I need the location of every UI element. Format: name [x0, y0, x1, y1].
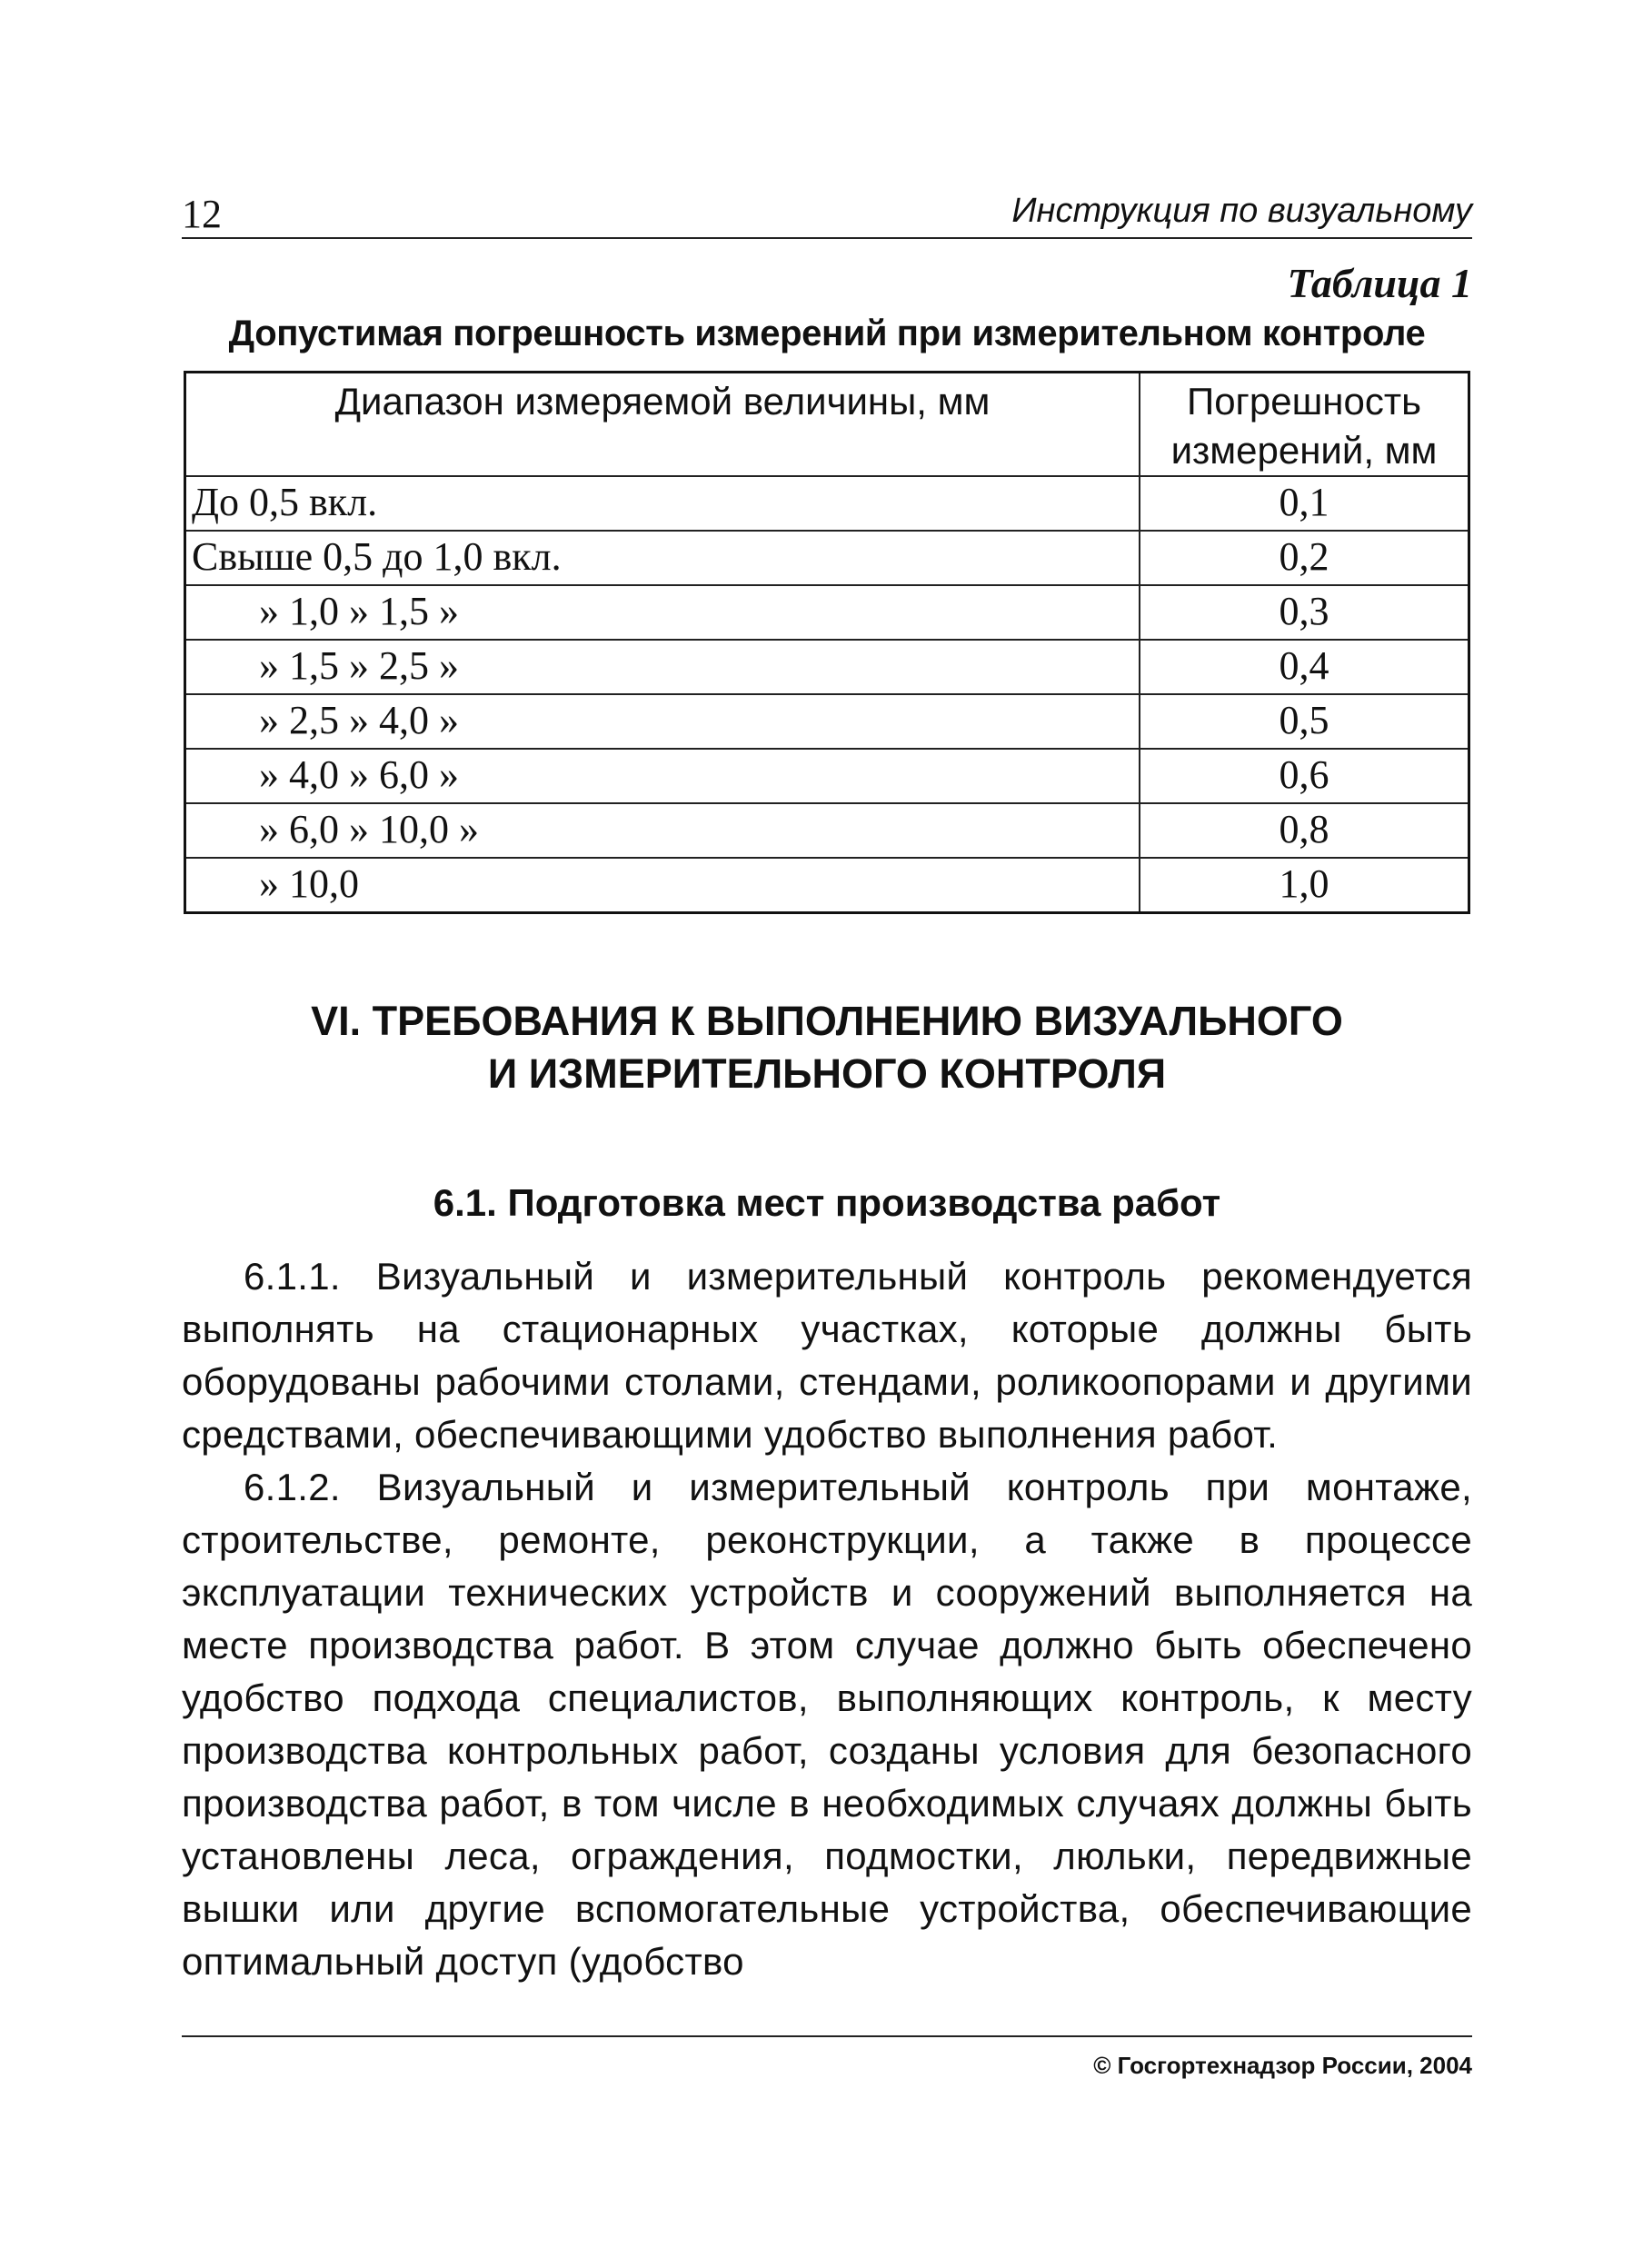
column-header-range: Диапазон измеряемой величины, мм: [185, 373, 1140, 477]
error-cell: 0,5: [1140, 694, 1469, 749]
running-title: Инструкция по визуальному: [1011, 192, 1472, 230]
footer-divider: [182, 2035, 1472, 2037]
subsection-title: 6.1. Подготовка мест производства работ: [433, 1181, 1221, 1224]
range-cell: » 10,0: [185, 858, 1140, 913]
error-cell: 0,6: [1140, 749, 1469, 803]
error-cell: 0,1: [1140, 476, 1469, 531]
table-label: Таблица 1: [1287, 260, 1472, 306]
paragraph-6-1-2: 6.1.2. Визуальный и измерительный контроль при монтаже, строительстве, ремонте, реконструкции, а также в процессе эксплуатации технических устройств и сооружений выполняется на месте производства работ. В этом случае должно быть обеспечено удобство подхода специалистов, выполняющих контроль, к месту производства контрольных работ, созданы условия для безопасного производства работ, в том числе в необходимых случаях должны быть установлены леса, ограждения, подмостки, люльки, передвижные вышки или другие вспомогательные устройства, обеспечивающие оптимальный доступ (удобство: [182, 1466, 1472, 1983]
table-row: [185, 694, 1469, 749]
error-cell: 1,0: [1140, 858, 1469, 913]
body-text: [182, 1250, 1472, 1988]
section-title-line-1: VI. ТРЕБОВАНИЯ К ВЫПОЛНЕНИЮ ВИЗУАЛЬНОГО: [311, 998, 1343, 1044]
range-cell: » 6,0 » 10,0 »: [185, 803, 1140, 858]
paragraph-6-1-1: 6.1.1. Визуальный и измерительный контроль рекомендуется выполнять на стационарных участках, которые должны быть оборудованы рабочими столами, стендами, роликоопорами и другими средствами, обеспечивающими удобство выполнения работ.: [182, 1255, 1472, 1456]
page-number: 12: [182, 192, 222, 236]
range-cell: » 1,0 » 1,5 »: [185, 585, 1140, 640]
table-row: [185, 531, 1469, 585]
range-cell: » 4,0 » 6,0 »: [185, 749, 1140, 803]
range-cell: » 1,5 » 2,5 »: [185, 640, 1140, 694]
column-header-error: Погрешность измерений, мм: [1140, 373, 1469, 477]
table-row: [185, 640, 1469, 694]
section-title-line-2: И ИЗМЕРИТЕЛЬНОГО КОНТРОЛЯ: [487, 1050, 1167, 1097]
table-row: [185, 749, 1469, 803]
range-cell: Свыше 0,5 до 1,0 вкл.: [185, 531, 1140, 585]
copyright-notice: © Госгортехнадзор России, 2004: [1093, 2052, 1472, 2079]
page-header: [182, 186, 1472, 239]
error-cell: 0,2: [1140, 531, 1469, 585]
tolerance-table: [184, 371, 1470, 914]
table-header-row: [185, 373, 1469, 477]
section-title: [182, 995, 1472, 1100]
table-row: [185, 803, 1469, 858]
range-cell: » 2,5 » 4,0 »: [185, 694, 1140, 749]
error-cell: 0,8: [1140, 803, 1469, 858]
error-cell: 0,3: [1140, 585, 1469, 640]
table-row: [185, 858, 1469, 913]
table-row: [185, 585, 1469, 640]
table-caption: Допустимая погрешность измерений при измерительном контроле: [228, 313, 1426, 353]
error-cell: 0,4: [1140, 640, 1469, 694]
range-cell: До 0,5 вкл.: [185, 476, 1140, 531]
table-row: [185, 476, 1469, 531]
